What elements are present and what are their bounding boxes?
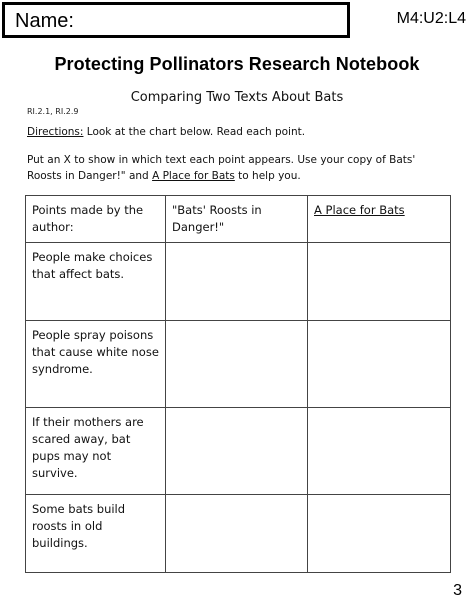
name-label: Name: (15, 10, 74, 32)
answer-cell-text2[interactable] (308, 408, 451, 495)
instructions (27, 152, 447, 184)
table-row (26, 408, 451, 495)
table-row (26, 495, 451, 573)
table-row (26, 243, 451, 321)
point-cell: People make choices that affect bats. (26, 243, 166, 321)
page-subtitle: Comparing Two Texts About Bats (130, 90, 344, 105)
table-row (26, 321, 451, 408)
directions-text: Look at the chart below. Read each point. (83, 126, 306, 138)
page-title: Protecting Pollinators Research Notebook (54, 54, 420, 74)
answer-cell-text1[interactable] (166, 495, 308, 573)
answer-cell-text2[interactable] (308, 495, 451, 573)
instructions-part1: Put an X to show in which text each point appears. Use your copy of Bats' Roosts in Danger!" and (27, 154, 416, 182)
header-text1: "Bats' Roosts in Danger!" (166, 196, 308, 243)
answer-cell-text1[interactable] (166, 408, 308, 495)
lesson-code: M4:U2:L4 (396, 10, 466, 27)
standards-codes: RI.2.1, RI.2.9 (27, 107, 79, 116)
header-points: Points made by the author: (26, 196, 166, 243)
header-row (26, 196, 451, 243)
answer-cell-text2[interactable] (308, 321, 451, 408)
answer-cell-text2[interactable] (308, 243, 451, 321)
page-number: 3 (453, 582, 462, 599)
comparison-chart (25, 195, 451, 573)
point-cell: Some bats build roosts in old buildings. (26, 495, 166, 573)
directions-label: Directions: (27, 126, 84, 138)
directions (27, 126, 305, 138)
header-text2: A Place for Bats (308, 196, 451, 243)
answer-cell-text1[interactable] (166, 243, 308, 321)
point-cell: People spray poisons that cause white nose syndrome. (26, 321, 166, 408)
point-cell: If their mothers are scared away, bat pups may not survive. (26, 408, 166, 495)
instructions-book-title: A Place for Bats (152, 170, 235, 182)
name-field[interactable] (2, 2, 350, 38)
answer-cell-text1[interactable] (166, 321, 308, 408)
instructions-part2: to help you. (234, 170, 301, 182)
